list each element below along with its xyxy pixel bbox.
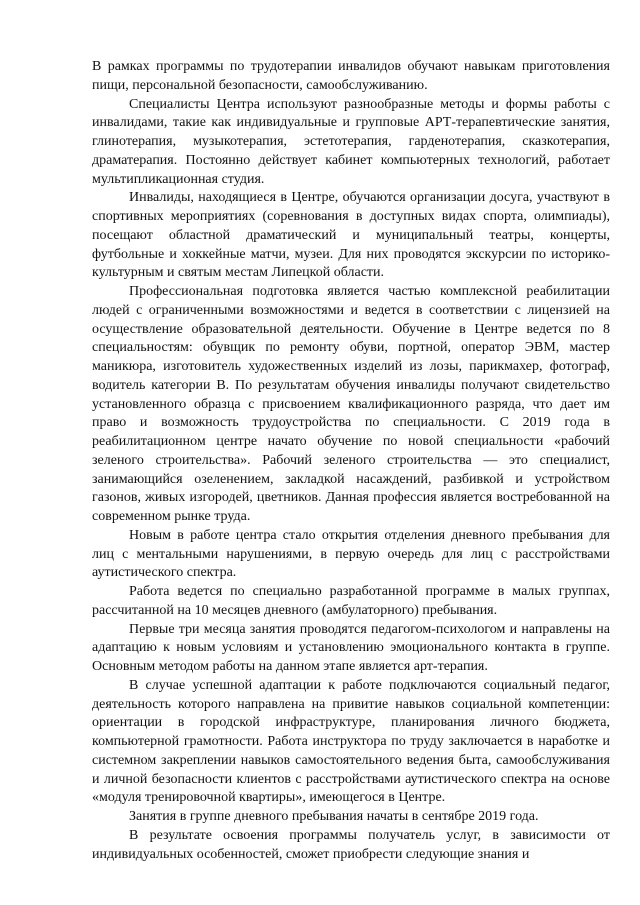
document-page	[92, 58, 610, 864]
paragraph-day-care-unit: Новым в работе центра стало открытия отделения дневного пребывания для лиц с ментальными нарушениями, в первую очередь для лиц с расстройствами аутистического спектра.	[92, 527, 610, 581]
paragraph-start-date: Занятия в группе дневного пребывания начаты в сентябре 2019 года.	[129, 809, 539, 824]
paragraph-program-results: В результате освоения программы получатель услуг, в зависимости от индивидуальных особенностей, сможет приобрести следующие знания и	[92, 827, 610, 862]
paragraph-occupational-therapy: В рамках программы по трудотерапии инвалидов обучают навыкам приготовления пищи, персональной безопасности, самообслуживанию.	[92, 59, 610, 93]
paragraph-program-duration: Работа ведется по специально разработанной программе в малых группах, рассчитанной на 10 месяцев дневного (амбулаторного) пребывания.	[92, 584, 610, 618]
paragraph-leisure: Инвалиды, находящиеся в Центре, обучаются организации досуга, участвуют в спортивных мероприятиях (соревнования в доступных видах спорта, олимпиады), посещают областной драматический и муниципальный театры, концерты, футбольные и хоккейные матчи, музеи. Для них проводятся экскурсии по историко-культурным и святым местам Липецкой области.	[92, 190, 610, 281]
paragraph-successful-adaptation: В случае успешной адаптации к работе подключаются социальный педагог, деятельность которого направлена на привитие навыков социальной компетенции: ориентации в городской инфраструктуре, планирования личного бюджета, компьютерной грамотности. Работа инструктора по труду заключается в наработке и системном закреплении навыков самостоятельного ведения быта, самообслуживания и личной безопасности клиентов с расстройствами аутистического спектра на основе «модуля тренировочной квартиры», имеющегося в Центре.	[92, 677, 610, 806]
paragraph-vocational-training: Профессиональная подготовка является частью комплексной реабилитации людей с ограниченными возможностями и ведется в соответствии с лицензией на осуществление образовательной деятельности. Обучение в Центре ведется по 8 специальностям: обувщик по ремонту обуви, портной, оператор ЭВМ, мастер маникюра, изготовитель художественных изделий из лозы, парикмахер, фотограф, водитель категории В. По результатам обучения инвалиды получают свидетельство установленного образца с присвоением квалификационного разряда, что дает им право и возможность трудоустройства по специальности. С 2019 года в реабилитационном центре начато обучение по новой специальности «рабочий зеленого строительства». Рабочий зеленого строительства — это специалист, занимающийся озеленением, закладкой насаждений, разбивкой и устройством газонов, живых изгородей, цветников. Данная профессия является востребованной на современном рынке труда.	[92, 284, 610, 524]
paragraph-first-months: Первые три месяца занятия проводятся педагогом-психологом и направлены на адаптацию к новым условиям и установлению эмоционального контакта в группе. Основным методом работы на данном этапе является арт-терапия.	[92, 621, 610, 674]
paragraph-therapy-methods: Специалисты Центра используют разнообразные методы и формы работы с инвалидами, такие как индивидуальные и групповые АРТ-терапевтические занятия, глинотерапия, музыкотерапия, эстетотерапия, гарденотерапия, сказкотерапия, драматерапия. Постоянно действует кабинет компьютерных технологий, работает мультипликационная студия.	[92, 96, 610, 187]
